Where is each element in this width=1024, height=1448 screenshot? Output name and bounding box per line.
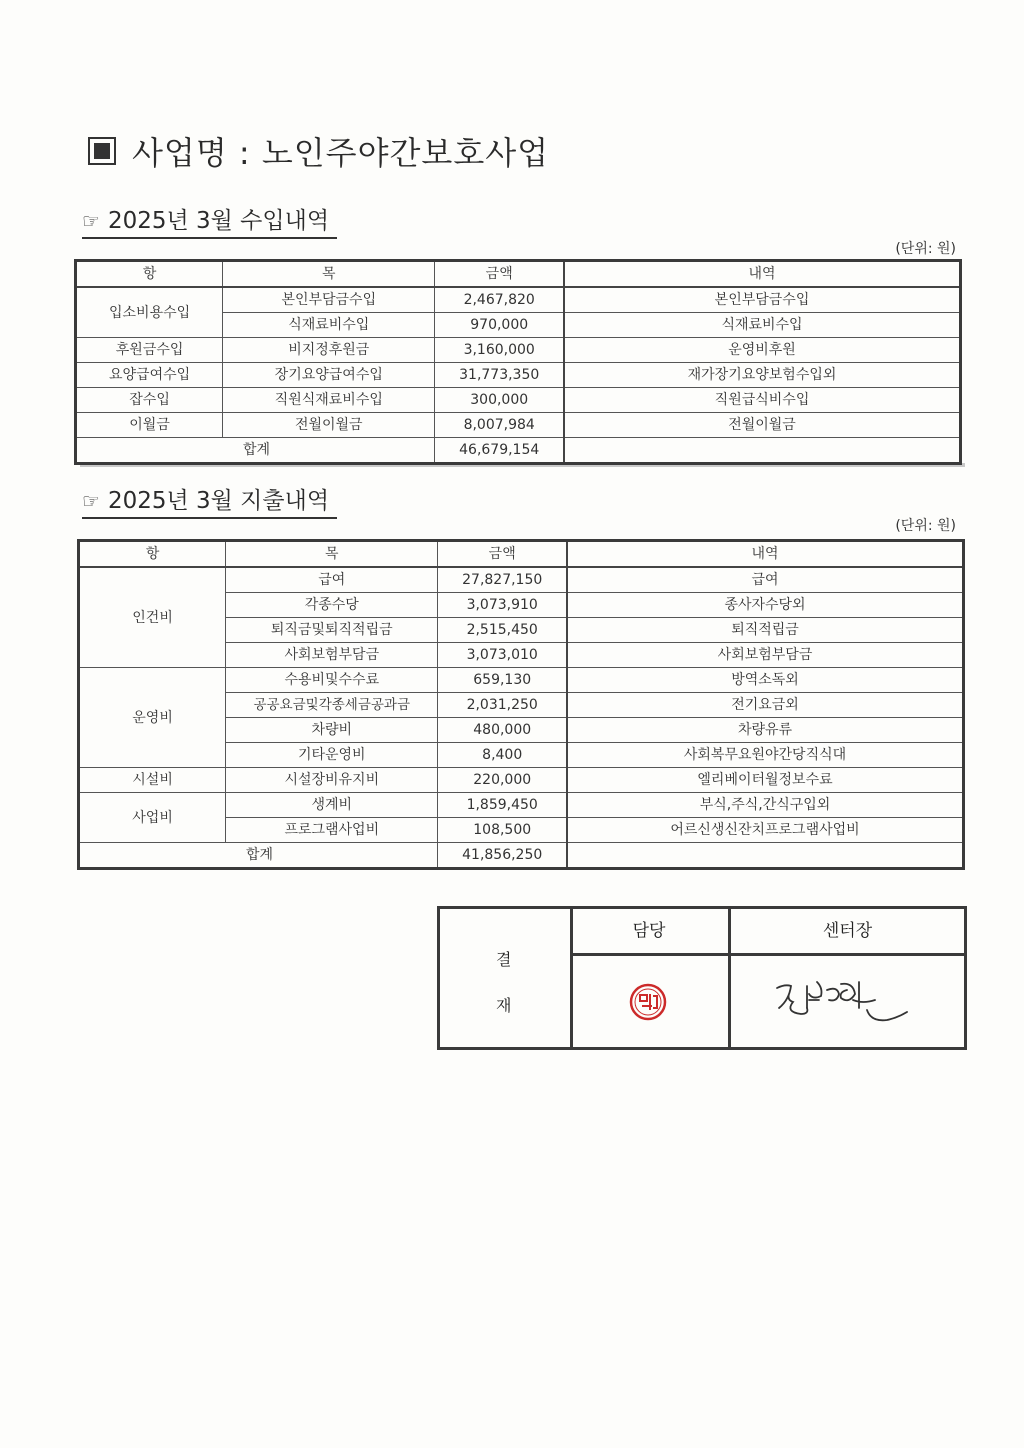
col-detail: 내역 bbox=[564, 261, 960, 288]
mok-cell: 급여 bbox=[226, 567, 438, 593]
group-cell: 인건비 bbox=[79, 567, 226, 668]
table-row bbox=[76, 338, 961, 363]
detail-cell: 차량유류 bbox=[567, 718, 963, 743]
amount-cell: 2,031,250 bbox=[438, 693, 567, 718]
detail-cell: 방역소독외 bbox=[567, 668, 963, 693]
hang-cell: 요양급여수입 bbox=[76, 363, 223, 388]
mok-cell: 비지정후원금 bbox=[223, 338, 435, 363]
detail-cell: 퇴직적립금 bbox=[567, 618, 963, 643]
total-row bbox=[79, 843, 964, 869]
amount-cell: 2,467,820 bbox=[435, 287, 564, 313]
detail-cell: 부식,주식,간식구입외 bbox=[567, 793, 963, 818]
col-mok: 목 bbox=[223, 261, 435, 288]
expense-heading: ☞ 2025년 3월 지출내역 bbox=[82, 482, 337, 519]
mok-cell: 생계비 bbox=[226, 793, 438, 818]
col-amount: 금액 bbox=[438, 541, 567, 568]
approval-box bbox=[437, 906, 967, 1050]
page-title-text: 사업명 : 노인주야간보호사업 bbox=[132, 134, 550, 172]
total-row bbox=[76, 438, 961, 464]
expense-unit-label: (단위: 원) bbox=[895, 518, 956, 534]
staff-sign-cell bbox=[570, 956, 731, 1047]
amount-cell: 970,000 bbox=[435, 313, 564, 338]
income-unit-label: (단위: 원) bbox=[895, 241, 956, 257]
table-row bbox=[76, 413, 961, 438]
approval-label-bottom: 재 bbox=[496, 996, 512, 1015]
total-label: 합계 bbox=[79, 843, 438, 869]
detail-cell: 재가장기요양보험수입외 bbox=[564, 363, 960, 388]
mok-cell: 각종수당 bbox=[226, 593, 438, 618]
total-amount: 41,856,250 bbox=[438, 843, 567, 869]
detail-cell: 직원급식비수입 bbox=[564, 388, 960, 413]
director-sign-cell bbox=[731, 956, 964, 1047]
total-detail bbox=[564, 438, 960, 464]
mok-cell: 차량비 bbox=[226, 718, 438, 743]
square-bullet-icon bbox=[88, 137, 116, 165]
total-amount: 46,679,154 bbox=[435, 438, 564, 464]
amount-cell: 2,515,450 bbox=[438, 618, 567, 643]
mok-cell: 식재료비수입 bbox=[223, 313, 435, 338]
amount-cell: 108,500 bbox=[438, 818, 567, 843]
amount-cell: 1,859,450 bbox=[438, 793, 567, 818]
col-mok: 목 bbox=[226, 541, 438, 568]
page-title bbox=[88, 128, 549, 174]
total-label: 합계 bbox=[76, 438, 435, 464]
detail-cell: 전기요금외 bbox=[567, 693, 963, 718]
approval-label-top: 결 bbox=[496, 950, 512, 969]
hang-cell: 후원금수입 bbox=[76, 338, 223, 363]
amount-cell: 27,827,150 bbox=[438, 567, 567, 593]
col-detail: 내역 bbox=[567, 541, 963, 568]
col-amount: 금액 bbox=[435, 261, 564, 288]
expense-table bbox=[77, 539, 965, 870]
mok-cell: 직원식재료비수입 bbox=[223, 388, 435, 413]
expense-header-row bbox=[79, 541, 964, 568]
amount-cell: 31,773,350 bbox=[435, 363, 564, 388]
mok-cell: 시설장비유지비 bbox=[226, 768, 438, 793]
mok-cell: 사회보험부담금 bbox=[226, 643, 438, 668]
detail-cell: 엘리베이터월정보수료 bbox=[567, 768, 963, 793]
amount-cell: 3,160,000 bbox=[435, 338, 564, 363]
detail-cell: 전월이월금 bbox=[564, 413, 960, 438]
income-table bbox=[74, 259, 962, 465]
hang-cell: 이월금 bbox=[76, 413, 223, 438]
income-heading: ☞ 2025년 3월 수입내역 bbox=[82, 202, 337, 239]
mok-cell: 공공요금및각종세금공과금 bbox=[226, 693, 438, 718]
mok-cell: 본인부담금수입 bbox=[223, 287, 435, 313]
detail-cell: 종사자수당외 bbox=[567, 593, 963, 618]
detail-cell: 어르신생신잔치프로그램사업비 bbox=[567, 818, 963, 843]
mok-cell: 퇴직금및퇴직적립금 bbox=[226, 618, 438, 643]
group-cell: 운영비 bbox=[79, 668, 226, 768]
pointing-hand-icon: ☞ bbox=[82, 489, 100, 513]
total-detail bbox=[567, 843, 963, 869]
table-row bbox=[76, 287, 961, 313]
staff-header: 담당 bbox=[570, 909, 731, 956]
col-hang: 항 bbox=[76, 261, 223, 288]
mok-cell: 수용비및수수료 bbox=[226, 668, 438, 693]
detail-cell: 급여 bbox=[567, 567, 963, 593]
income-header-row bbox=[76, 261, 961, 288]
amount-cell: 3,073,910 bbox=[438, 593, 567, 618]
director-header: 센터장 bbox=[731, 909, 964, 956]
mok-cell: 프로그램사업비 bbox=[226, 818, 438, 843]
detail-cell: 사회보험부담금 bbox=[567, 643, 963, 668]
amount-cell: 480,000 bbox=[438, 718, 567, 743]
amount-cell: 659,130 bbox=[438, 668, 567, 693]
table-row bbox=[79, 768, 964, 793]
table-row bbox=[76, 388, 961, 413]
amount-cell: 8,400 bbox=[438, 743, 567, 768]
hang-cell: 잡수입 bbox=[76, 388, 223, 413]
amount-cell: 8,007,984 bbox=[435, 413, 564, 438]
table-row bbox=[79, 668, 964, 693]
detail-cell: 식재료비수입 bbox=[564, 313, 960, 338]
amount-cell: 300,000 bbox=[435, 388, 564, 413]
amount-cell: 220,000 bbox=[438, 768, 567, 793]
hang-cell: 입소비용수입 bbox=[76, 287, 223, 338]
table-row bbox=[76, 363, 961, 388]
handwritten-signature bbox=[771, 970, 911, 1030]
detail-cell: 운영비후원 bbox=[564, 338, 960, 363]
detail-cell: 본인부담금수입 bbox=[564, 287, 960, 313]
table-row bbox=[79, 793, 964, 818]
group-cell: 시설비 bbox=[79, 768, 226, 793]
detail-cell: 사회복무요원야간당직식대 bbox=[567, 743, 963, 768]
approval-label-cell bbox=[440, 909, 573, 1047]
group-cell: 사업비 bbox=[79, 793, 226, 843]
pointing-hand-icon: ☞ bbox=[82, 209, 100, 233]
table-row bbox=[79, 567, 964, 593]
mok-cell: 기타운영비 bbox=[226, 743, 438, 768]
amount-cell: 3,073,010 bbox=[438, 643, 567, 668]
col-hang: 항 bbox=[79, 541, 226, 568]
mok-cell: 전월이월금 bbox=[223, 413, 435, 438]
mok-cell: 장기요양급여수입 bbox=[223, 363, 435, 388]
red-seal-stamp bbox=[628, 982, 668, 1022]
